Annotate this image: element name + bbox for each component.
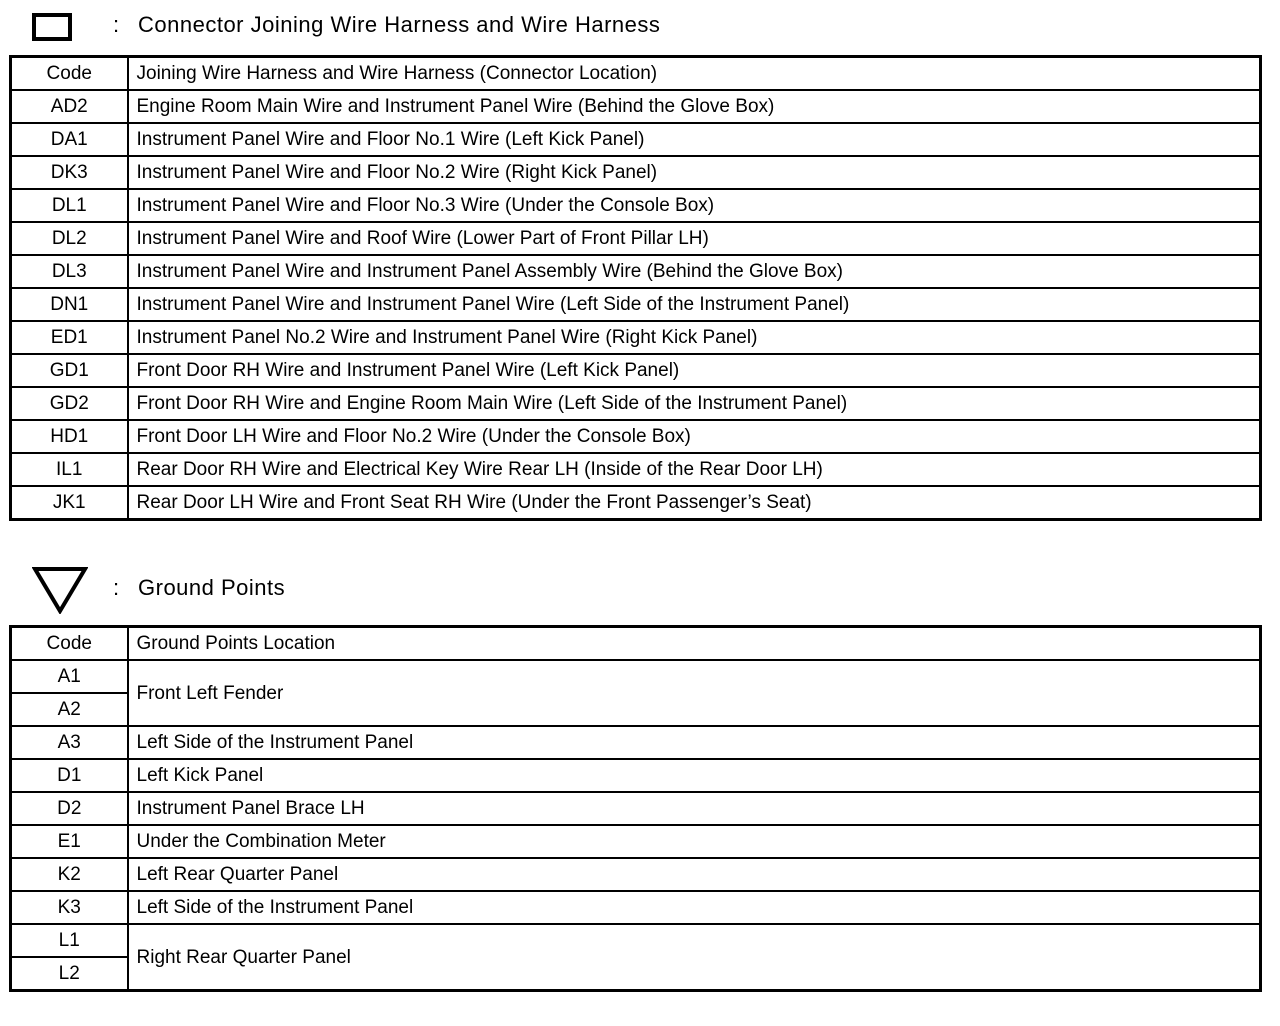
connector-location: Instrument Panel Wire and Floor No.2 Wire (Right Kick Panel) [128,156,1261,189]
ground-code: K2 [11,858,128,891]
ground-location: Under the Combination Meter [128,825,1261,858]
ground-code: A1 [11,660,128,693]
table-row [11,288,1261,321]
connector-code: DK3 [11,156,128,189]
ground-location: Left Kick Panel [128,759,1261,792]
connector-code: DL2 [11,222,128,255]
connector-location: Engine Room Main Wire and Instrument Panel Wire (Behind the Glove Box) [128,90,1261,123]
table-row [11,924,1261,957]
table-row [11,123,1261,156]
table-row [11,825,1261,858]
connector-code: DA1 [11,123,128,156]
connector-legend-title: Connector Joining Wire Harness and Wire Harness [138,12,661,37]
ground-location: Left Side of the Instrument Panel [128,891,1261,924]
connector-location: Instrument Panel Wire and Floor No.3 Wire (Under the Console Box) [128,189,1261,222]
connector-code: HD1 [11,420,128,453]
table-row [11,255,1261,288]
connector-legend [0,6,1280,46]
connector-table-header [11,57,1261,91]
ground-table-header [11,627,1261,661]
ground-code: L2 [11,957,128,991]
header-code: Code [11,627,128,661]
connector-code: ED1 [11,321,128,354]
connector-location: Front Door RH Wire and Instrument Panel Wire (Left Kick Panel) [128,354,1261,387]
legend-colon: : [113,575,120,600]
connector-location: Instrument Panel Wire and Floor No.1 Wire (Left Kick Panel) [128,123,1261,156]
connector-code: IL1 [11,453,128,486]
ground-code: D1 [11,759,128,792]
connector-location: Rear Door RH Wire and Electrical Key Wire Rear LH (Inside of the Rear Door LH) [128,453,1261,486]
table-row [11,858,1261,891]
table-row [11,189,1261,222]
ground-code: D2 [11,792,128,825]
down-triangle-icon [32,566,88,614]
table-row [11,156,1261,189]
header-location: Ground Points Location [128,627,1261,661]
ground-location: Instrument Panel Brace LH [128,792,1261,825]
table-row [11,387,1261,420]
connector-code: AD2 [11,90,128,123]
connector-code: DL1 [11,189,128,222]
ground-legend [0,566,1280,614]
connector-code: GD1 [11,354,128,387]
connector-code: DN1 [11,288,128,321]
ground-location: Front Left Fender [128,660,1261,726]
ground-table [9,625,1262,992]
connector-code: JK1 [11,486,128,520]
ground-code: E1 [11,825,128,858]
legend-colon: : [113,12,120,37]
ground-legend-title: Ground Points [138,575,286,600]
square-box-icon [32,13,72,41]
table-row [11,792,1261,825]
table-row [11,420,1261,453]
table-row [11,759,1261,792]
connector-location: Instrument Panel Wire and Instrument Panel Wire (Left Side of the Instrument Panel) [128,288,1261,321]
table-row [11,486,1261,520]
connector-location: Instrument Panel Wire and Instrument Panel Assembly Wire (Behind the Glove Box) [128,255,1261,288]
connector-code: GD2 [11,387,128,420]
table-row [11,354,1261,387]
connector-location: Rear Door LH Wire and Front Seat RH Wire (Under the Front Passenger’s Seat) [128,486,1261,520]
ground-code: L1 [11,924,128,957]
connector-location: Front Door RH Wire and Engine Room Main Wire (Left Side of the Instrument Panel) [128,387,1261,420]
ground-location: Right Rear Quarter Panel [128,924,1261,991]
connector-location: Instrument Panel No.2 Wire and Instrument Panel Wire (Right Kick Panel) [128,321,1261,354]
ground-code: A2 [11,693,128,726]
table-row [11,90,1261,123]
table-row [11,453,1261,486]
ground-location: Left Side of the Instrument Panel [128,726,1261,759]
header-location: Joining Wire Harness and Wire Harness (Connector Location) [128,57,1261,91]
ground-code: A3 [11,726,128,759]
connector-location: Front Door LH Wire and Floor No.2 Wire (Under the Console Box) [128,420,1261,453]
table-row [11,222,1261,255]
ground-location: Left Rear Quarter Panel [128,858,1261,891]
table-row [11,726,1261,759]
ground-code: K3 [11,891,128,924]
header-code: Code [11,57,128,91]
table-row [11,660,1261,693]
connector-table [9,55,1262,521]
table-row [11,891,1261,924]
connector-code: DL3 [11,255,128,288]
connector-location: Instrument Panel Wire and Roof Wire (Lower Part of Front Pillar LH) [128,222,1261,255]
table-row [11,321,1261,354]
